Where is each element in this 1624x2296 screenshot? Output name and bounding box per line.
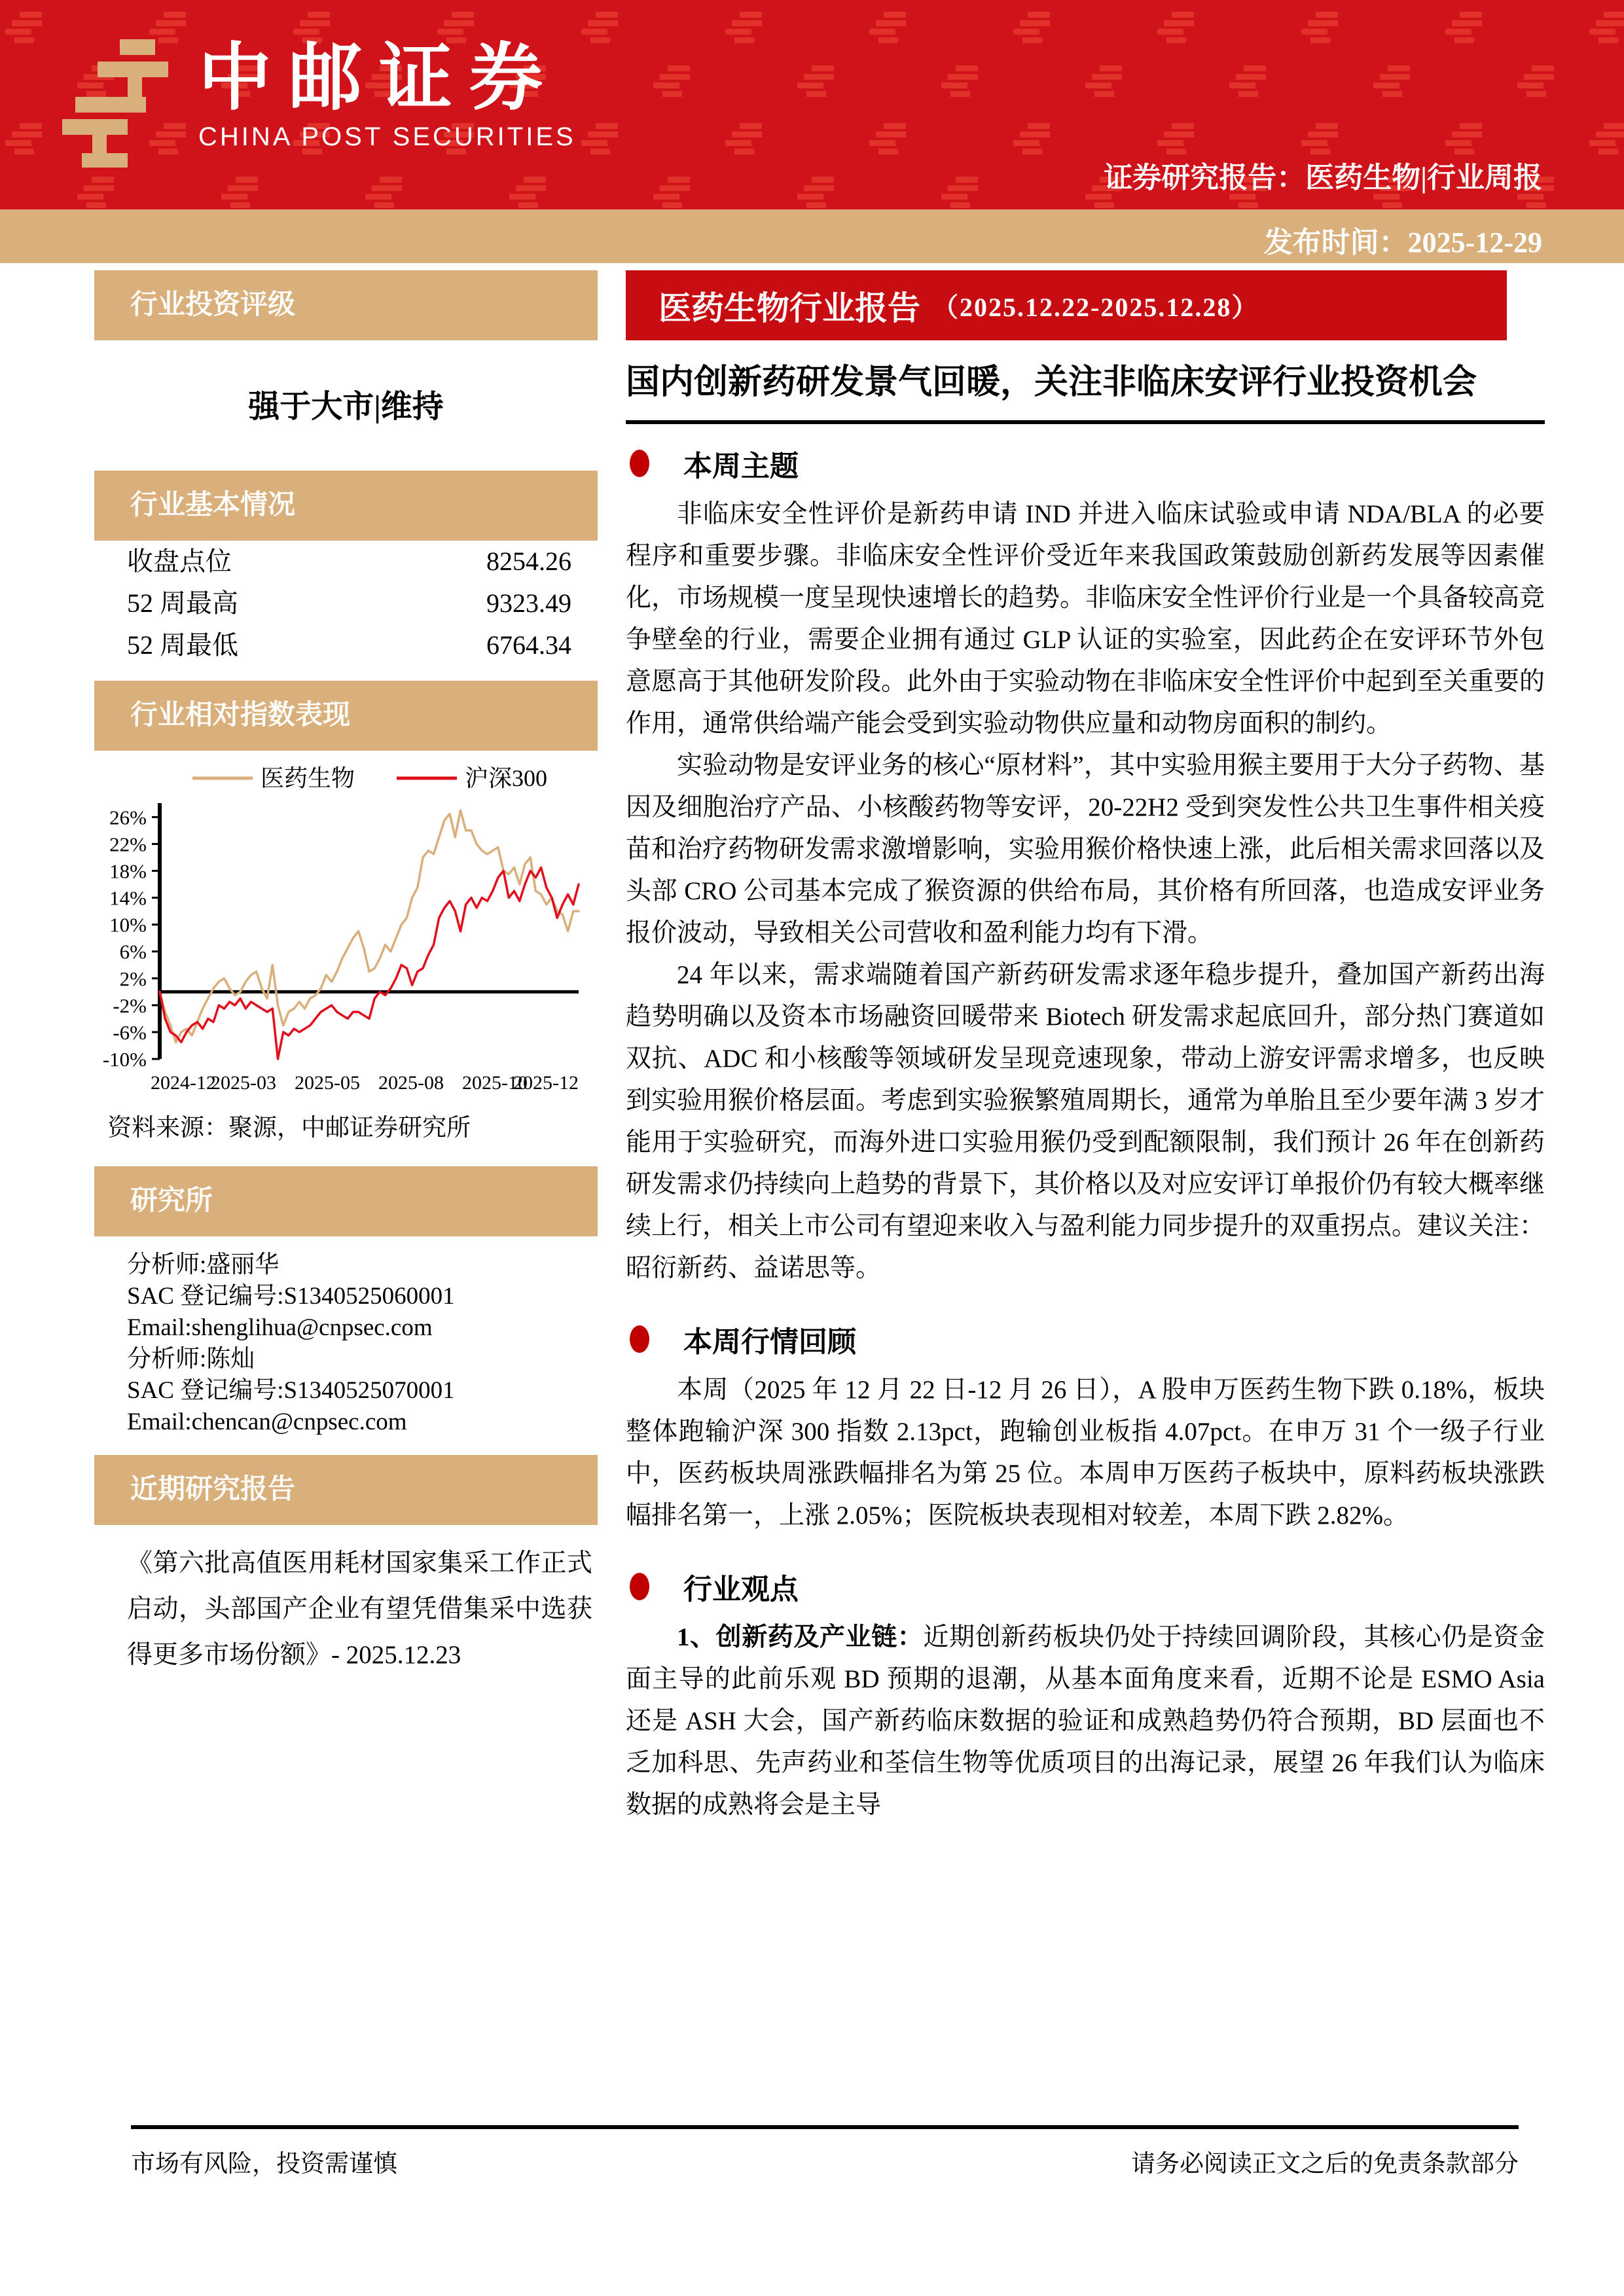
table-row	[94, 583, 598, 624]
industry-rating: 强于大市|维持	[248, 389, 444, 424]
rating-section-title: 行业投资评级	[94, 270, 598, 340]
svg-text:2024-12: 2024-12	[151, 1072, 216, 1094]
row-value: 9323.49	[486, 588, 571, 618]
brand-name-en: CHINA POST SECURITIES	[198, 122, 576, 151]
report-banner	[626, 270, 1507, 340]
red-bullet-icon	[630, 1325, 649, 1353]
paragraph: 24 年以来，需求端随着国产新药研发需求逐年稳步提升，叠加国产新药出海趋势明确以及资本市场融资回暖带来 Biotech 研发需求起底回升，部分热门赛道如双抗、ADC 和小核酸等领域研发呈现竞速现象，带动上游安评需求增多，也反映到实验用猴价格层面。考虑到实验猴繁殖周期长，通常为单胎且至少要年满 3 岁才能用于实验研究，而海外进口实验用猴仍受到配额限制，我们预计 26 年在创新药研发需求仍持续向上趋势的背景下，其价格以及对应安评订单报价仍有较大概率继续上行，相关上市公司有望迎来收入与盈利能力同步提升的双重拐点。建议关注：昭衍新药、益诺思等。	[626, 961, 1545, 1282]
brand-name-cn: 中邮证券	[198, 38, 560, 119]
line-chart	[94, 760, 598, 1100]
paragraph-lead: 1、创新药及产业链：	[677, 1623, 924, 1651]
analyst-line: Email:chencan@cnpsec.com	[127, 1408, 407, 1435]
svg-text:2025-10: 2025-10	[462, 1072, 528, 1094]
analyst-line: Email:shenglihua@cnpsec.com	[127, 1314, 433, 1341]
basics-section-title: 行业基本情况	[94, 471, 598, 541]
row-value: 6764.34	[486, 630, 571, 660]
section-title: 本周行情回顾	[683, 1326, 856, 1358]
analyst-line: 分析师:陈灿	[127, 1346, 255, 1372]
sidebar	[94, 270, 598, 1678]
brand-text	[198, 39, 576, 156]
svg-text:医药生物: 医药生物	[261, 765, 355, 791]
svg-text:2%: 2%	[119, 967, 147, 990]
red-bullet-icon	[630, 450, 649, 477]
banner-title: 医药生物行业报告	[659, 289, 920, 327]
brand	[62, 39, 576, 170]
svg-text:2025-05: 2025-05	[295, 1072, 360, 1094]
analyst-line: SAC 登记编号:S1340525060001	[127, 1283, 455, 1310]
section-title: 本周主题	[683, 450, 799, 482]
section-heading-market-review	[626, 1318, 1545, 1360]
row-value: 8254.26	[486, 547, 571, 576]
main-content	[626, 270, 1545, 1826]
footer-divider	[131, 2125, 1519, 2129]
svg-text:26%: 26%	[109, 806, 147, 829]
svg-text:沪深300: 沪深300	[465, 765, 548, 791]
svg-text:18%: 18%	[109, 859, 147, 883]
section-title: 行业观点	[683, 1573, 799, 1605]
table-row	[94, 624, 598, 666]
chart-source-note: 资料来源：聚源，中邮证券研究所	[107, 1115, 471, 1141]
svg-text:22%: 22%	[109, 833, 147, 856]
paragraph: 非临床安全性评价是新药申请 IND 并进入临床试验或申请 NDA/BLA 的必要程序和重要步骤。非临床安全性评价受近年来我国政策鼓励创新药发展等因素催化，市场规模一度呈现快速增长的趋势。非临床安全性评价行业是一个具备较高竞争壁垒的行业，需要企业拥有通过 GLP 认证的实验室，因此药企在安评环节外包意愿高于其他研发阶段。此外由于实验动物在非临床安全性评价中起到至关重要的作用，通常供给端产能会受到实验动物供应量和动物房面积的制约。	[626, 500, 1545, 738]
row-label: 收盘点位	[127, 547, 232, 576]
page-footer	[131, 2125, 1519, 2179]
institute-section-title: 研究所	[94, 1166, 598, 1236]
recent-reports-section-title: 近期研究报告	[94, 1455, 598, 1525]
table-row	[94, 541, 598, 583]
section-heading-industry-view	[626, 1566, 1545, 1607]
report-header	[0, 0, 1624, 209]
publish-date: 发布时间：2025-12-29	[1263, 226, 1542, 259]
row-label: 52 周最低	[127, 630, 238, 660]
headline-divider	[626, 420, 1545, 424]
svg-text:10%: 10%	[109, 913, 147, 937]
recent-report-item: 《第六批高值医用耗材国家集采工作正式启动，头部国产企业有望凭借集采中选获得更多市场份额》- 2025.12.23	[127, 1549, 592, 1669]
svg-text:14%: 14%	[109, 886, 147, 910]
paragraph-text: 近期创新药板块仍处于持续回调阶段，其核心仍是资金面主导的此前乐观 BD 预期的退潮，从基本面角度来看，近期不论是 ESMO Asia 还是 ASH 大会，国产新药临床数据的验证和成熟趋势仍符合预期，BD 层面也不乏加科思、先声药业和荃信生物等优质项目的出海记录，展望 26 年我们认为临床数据的成熟将会是主导	[626, 1623, 1545, 1819]
china-post-logo-icon	[62, 39, 173, 170]
analyst-line: 分析师:盛丽华	[127, 1251, 280, 1278]
svg-text:2025-08: 2025-08	[378, 1072, 444, 1094]
relative-index-chart	[94, 760, 598, 1103]
analyst-info	[94, 1249, 598, 1438]
report-type-label: 证券研究报告：医药生物|行业周报	[1104, 162, 1542, 194]
paragraph: 实验动物是安评业务的核心“原材料”，其中实验用猴主要用于大分子药物、基因及细胞治疗产品、小核酸药物等安评，20-22H2 受到突发性公共卫生事件相关疫苗和治疗药物研发需求激增影响，实验用猴价格快速上涨，此后相关需求回落以及头部 CRO 公司基本完成了猴资源的供给布局，其价格有所回落，也造成安评业务报价波动，导致相关公司营收和盈利能力均有下滑。	[626, 751, 1545, 947]
banner-period: （2025.12.22-2025.12.28）	[932, 293, 1259, 322]
svg-text:-6%: -6%	[113, 1020, 147, 1044]
footer-disclaimer-note: 请务必阅读正文之后的免责条款部分	[1131, 2151, 1519, 2178]
svg-text:2025-12: 2025-12	[513, 1072, 579, 1094]
chart-section-title: 行业相对指数表现	[94, 681, 598, 751]
paragraph: 本周（2025 年 12 月 22 日-12 月 26 日），A 股申万医药生物下跌 0.18%，板块整体跑输沪深 300 指数 2.13pct，跑输创业板指 4.07pct。在申万 31 个一级子行业中，医药板块周涨跌幅排名为第 25 位。本周申万医药子板块中，原料药板块涨跌幅排名第一，上涨 2.05%；医院板块表现相对较差，本周下跌 2.82%。	[626, 1376, 1545, 1530]
svg-text:-2%: -2%	[113, 994, 147, 1017]
svg-text:2025-03: 2025-03	[211, 1072, 276, 1094]
publish-band	[0, 209, 1624, 263]
red-bullet-icon	[630, 1573, 649, 1600]
paragraph	[626, 1617, 1545, 1826]
section-heading-weekly-theme	[626, 442, 1545, 484]
footer-risk-note: 市场有风险，投资需谨慎	[131, 2151, 397, 2178]
svg-text:6%: 6%	[119, 940, 147, 963]
article-headline: 国内创新药研发景气回暖，关注非临床安评行业投资机会	[626, 364, 1477, 401]
svg-text:-10%: -10%	[102, 1048, 147, 1071]
row-label: 52 周最高	[127, 588, 238, 618]
analyst-line: SAC 登记编号:S1340525070001	[127, 1377, 455, 1404]
